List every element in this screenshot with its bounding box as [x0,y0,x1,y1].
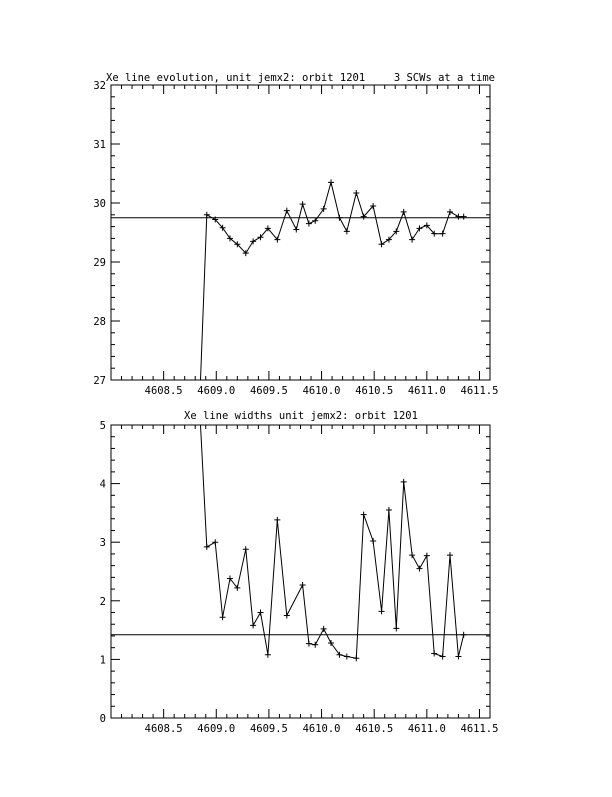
data-point [379,608,385,614]
y-tick-label: 29 [93,257,106,269]
y-tick-label: 4 [99,478,106,491]
xe-line-evolution-panel [93,72,498,397]
x-tick-label: 4610.5 [355,385,394,397]
data-point [321,206,327,212]
data-point [401,479,407,485]
data-point [344,653,350,659]
data-point [461,632,467,638]
x-tick-label: 4609.0 [197,385,236,397]
data-point [312,642,318,648]
x-tick-label: 4611.5 [460,723,499,735]
x-tick-label: 4609.5 [249,723,288,735]
data-point [306,221,312,227]
data-point [336,652,342,658]
data-point [293,227,299,233]
x-tick-label: 4608.5 [144,723,183,735]
data-point [353,190,359,196]
plot-frame [111,425,490,718]
y-tick-label: 2 [99,595,106,608]
data-point [300,201,306,207]
data-point [306,641,312,647]
data-point [250,238,256,244]
plot-area [201,179,467,380]
x-tick-label: 4610.0 [302,385,341,397]
data-point [353,655,359,661]
plot-area [201,425,467,661]
data-point [312,218,318,224]
x-tick-label: 4610.0 [302,723,341,735]
chart-subtitle: 3 SCWs at a time [393,72,495,84]
data-point [344,228,350,234]
data-point [284,612,290,618]
series-line [201,182,464,380]
data-point [250,622,256,628]
data-point [300,582,306,588]
data-point [321,626,327,632]
data-point [212,539,218,545]
data-point [274,517,280,523]
y-tick-label: 0 [99,713,106,725]
data-point [386,507,392,513]
data-point [361,512,367,518]
data-point [431,651,437,657]
data-point [447,209,453,215]
y-tick-label: 30 [93,198,106,210]
data-point [409,237,415,243]
chart-title: Xe line widths unit jemx2: orbit 1201 [184,410,418,422]
y-tick-label: 27 [93,375,106,387]
data-point [336,215,342,221]
data-point [455,214,461,220]
x-tick-label: 4611.0 [407,385,446,397]
series-line [201,425,464,658]
data-point [393,625,399,631]
y-tick-label: 31 [93,139,106,151]
data-point [220,614,226,620]
xe-line-widths-panel [100,410,499,735]
y-tick-label: 1 [99,654,106,667]
data-point [447,552,453,558]
y-tick-label: 5 [99,420,106,432]
data-point [328,179,334,185]
data-point [284,208,290,214]
y-tick-label: 32 [93,80,106,92]
data-point [265,652,271,658]
x-tick-label: 4610.5 [355,723,394,735]
x-tick-label: 4608.5 [144,385,183,397]
x-tick-label: 4611.0 [407,723,446,735]
data-point [401,209,407,215]
data-point [416,566,422,572]
data-point [257,610,263,616]
data-point [204,212,210,218]
x-tick-label: 4609.5 [249,385,288,397]
data-point [424,553,430,559]
x-tick-label: 4609.0 [197,723,236,735]
data-point [440,653,446,659]
data-point [440,231,446,237]
data-point [409,552,415,558]
y-tick-label: 28 [93,316,106,328]
chart-title: Xe line evolution, unit jemx2: orbit 1201 [106,72,366,84]
y-tick-label: 3 [99,537,106,550]
x-tick-label: 4611.5 [460,385,499,397]
data-point [416,225,422,231]
data-point [379,241,385,247]
data-point [461,214,467,220]
data-point [370,538,376,544]
data-point [204,544,210,550]
data-point [243,546,249,552]
data-point [455,653,461,659]
